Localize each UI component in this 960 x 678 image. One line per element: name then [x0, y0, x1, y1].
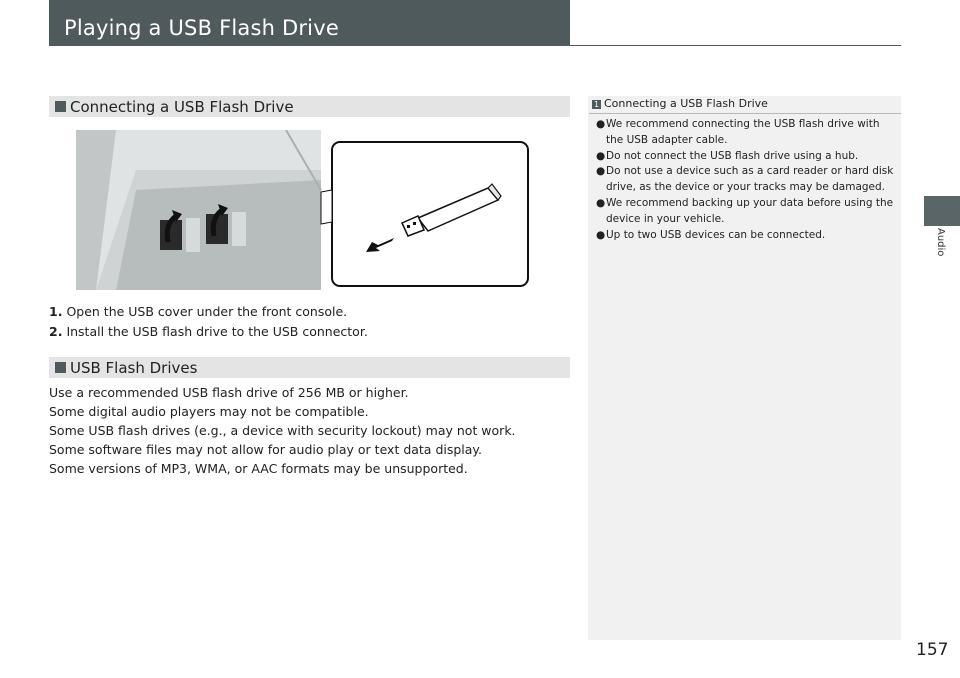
notes-heading-text: Connecting a USB Flash Drive [604, 97, 768, 110]
paragraph-line: Some software files may not allow for audio play or text data display. [49, 442, 483, 457]
bullet-icon: ● [596, 228, 606, 241]
step-1: 1. Open the USB cover under the front console. [49, 304, 348, 319]
paragraph-line: Some versions of MP3, WMA, or AAC formats may be unsupported. [49, 461, 468, 476]
page-number: 157 [916, 640, 949, 660]
title-rule [49, 45, 901, 46]
square-bullet-icon [55, 362, 66, 373]
note-item: ● Do not use a device such as a card reader or hard disk drive, as the device or your tracks may be damaged. [596, 165, 894, 194]
note-item: ● We recommend backing up your data before using the device in your vehicle. [596, 196, 894, 225]
bullet-icon: ● [596, 149, 606, 162]
bullet-icon: ● [596, 196, 606, 209]
section-heading-usb-flash-drives [49, 357, 570, 378]
section-heading-connecting [49, 96, 570, 117]
paragraph-line: Some digital audio players may not be compatible. [49, 404, 369, 419]
side-tab-label: Audio [935, 228, 946, 257]
step-2: 2. Install the USB flash drive to the USB connector. [49, 324, 368, 339]
note-item: ● Do not connect the USB flash drive using a hub. [596, 149, 896, 165]
bullet-icon: ● [596, 165, 606, 178]
paragraph-line: Use a recommended USB flash drive of 256 MB or higher. [49, 385, 409, 400]
bullet-icon: ● [596, 118, 606, 130]
usb-connection-illustration [76, 130, 570, 290]
steps-list [49, 302, 368, 342]
usb-flash-drives-paragraph [49, 383, 516, 478]
notes-heading [589, 96, 901, 114]
square-bullet-icon [55, 101, 66, 112]
side-tab-marker [924, 196, 960, 226]
note-reference-icon: 1 [593, 100, 600, 109]
note-item: ● We recommend connecting the USB flash drive with the USB adapter cable. [596, 118, 880, 146]
page-title: Playing a USB Flash Drive [49, 0, 570, 46]
paragraph-line: Some USB flash drives (e.g., a device with security lockout) may not work. [49, 423, 516, 438]
notes-list [596, 117, 896, 243]
section-heading-text: Connecting a USB Flash Drive [70, 98, 294, 116]
note-item: ● Up to two USB devices can be connected. [596, 228, 896, 244]
section-heading-text: USB Flash Drives [70, 359, 198, 377]
